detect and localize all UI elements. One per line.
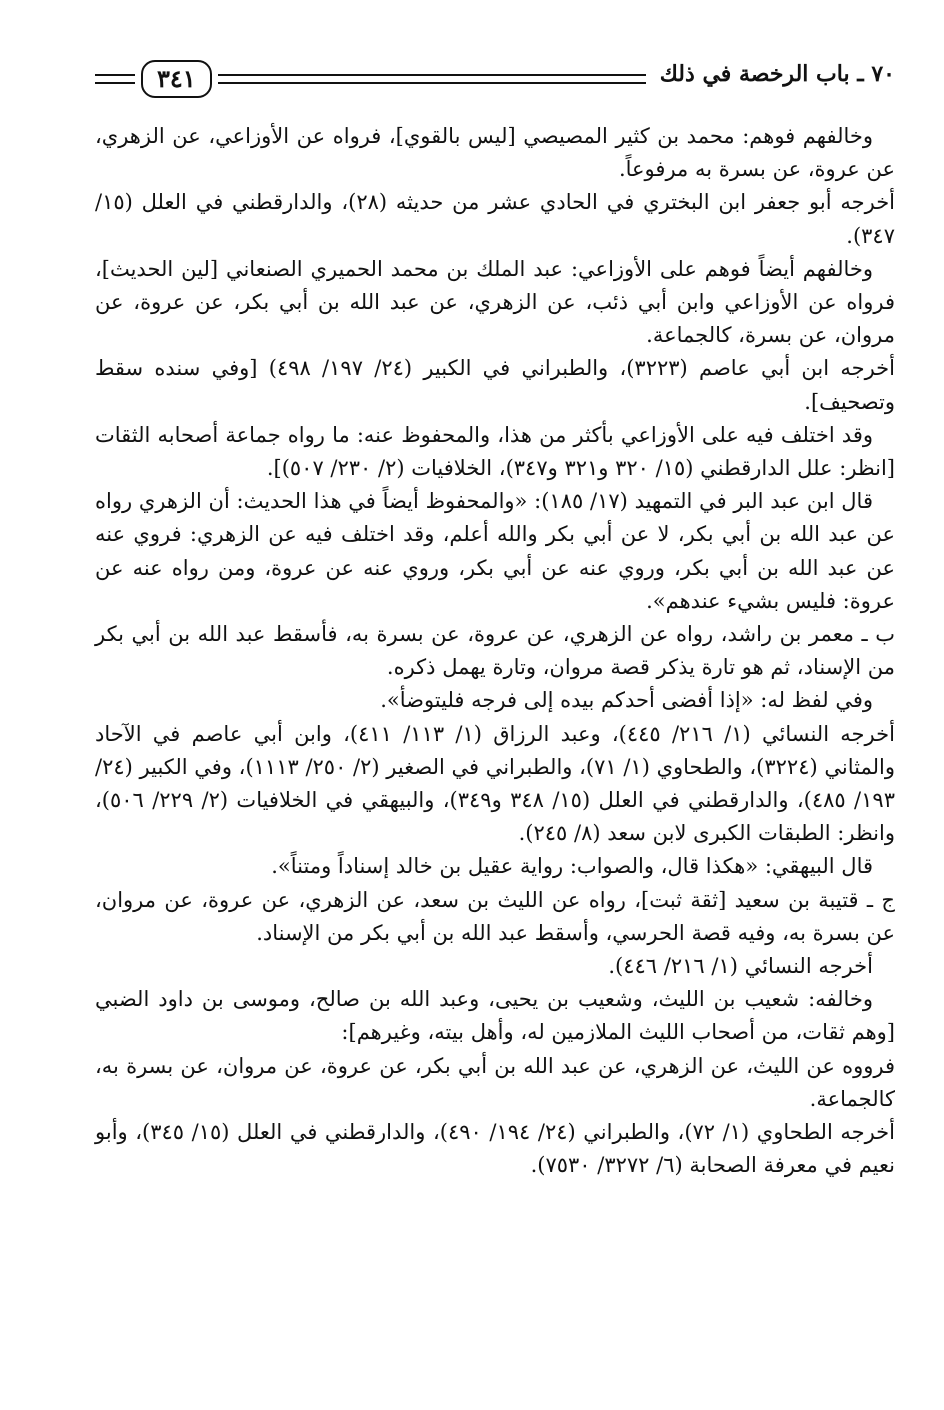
paragraph: قال ابن عبد البر في التمهيد (١٧/ ١٨٥): «والمحفوظ أيضاً في هذا الحديث: أن الزهري رواه عن عبد الله بن أبي بكر، لا عن أبي بكر والله أعلم، وقد اختلف فيه عن الزهري: فروي عنه عن عبد الله بن أبي بكر، وروي عنه عن أبي بكر، وروي عنه عن عروة، ومن رواه عنه عن عروة: فليس بشيء عندهم».	[95, 489, 895, 613]
chapter-title: ٧٠ ـ باب الرخصة في ذلك	[659, 61, 895, 87]
paragraph: وخالفهم فوهم: محمد بن كثير المصيصي [ليس بالقوي]، فرواه عن الأوزاعي، عن الزهري، عن عروة، عن بسرة به مرفوعاً.	[95, 124, 895, 182]
page	[95, 48, 895, 1183]
paragraph: وفي لفظ له: «إذا أفضى أحدكم بيده إلى فرجه فليتوضأ».	[380, 688, 873, 713]
page-number: ٣٤١	[141, 60, 212, 98]
paragraph: ج ـ قتيبة بن سعيد [ثقة ثبت]، رواه عن الليث بن سعد، عن الزهري، عن عروة، عن مروان، عن بسرة به، وفيه قصة الحرسي، وأسقط عبد الله بن أبي بكر من الإسناد.	[95, 887, 895, 945]
paragraph: أخرجه أبو جعفر ابن البختري في الحادي عشر من حديثه (٢٨)، والدارقطني في العلل (١٥/ ٣٤٧).	[95, 190, 896, 248]
paragraph: أخرجه النسائي (١/ ٢١٦/ ٤٤٦).	[608, 954, 873, 979]
paragraph: وخالفهم أيضاً فوهم على الأوزاعي: عبد الملك بن محمد الحميري الصنعاني [لين الحديث]، فرواه عن الأوزاعي وابن أبي ذئب، عن الزهري، عن عبد الله بن أبي بكر، عن عروة، عن مروان، عن بسرة، كالجماعة.	[95, 256, 895, 348]
running-header	[95, 48, 895, 100]
paragraph: أخرجه ابن أبي عاصم (٣٢٢٣)، والطبراني في الكبير (٢٤/ ١٩٧/ ٤٩٨) [وفي سنده سقط وتصحيف].	[95, 356, 895, 414]
paragraph: وقد اختلف فيه على الأوزاعي بأكثر من هذا، والمحفوظ عنه: ما رواه جماعة أصحابه الثقات [انظر: علل الدارقطني (١٥/ ٣٢٠ و٣٢١ و٣٤٧)، الخلافيات (٢/ ٢٣٠/ ٥٠٧)].	[95, 422, 895, 481]
header-rule	[218, 74, 646, 84]
paragraph: فرووه عن الليث، عن الزهري، عن عبد الله بن أبي بكر، عن عروة، عن مروان، عن بسرة به، كالجماعة.	[95, 1053, 895, 1111]
paragraph: أخرجه النسائي (١/ ٢١٦/ ٤٤٥)، وعبد الرزاق (١/ ١١٣/ ٤١١)، وابن أبي عاصم في الآحاد والمثاني (٣٢٢٤)، والطحاوي (١/ ٧١)، والطبراني في الصغير (٢/ ٢٥٠/ ١١١٣)، وفي الكبير (٢٤/ ١٩٣/ ٤٨٥)، والدارقطني في العلل (١٥/ ٣٤٨ و٣٤٩)، والبيهقي في الخلافيات (٢/ ٢٢٩/ ٥٠٦)، وانظر: الطبقات الكبرى لابن سعد (٨/ ٢٤٥).	[95, 721, 895, 846]
paragraph: ب ـ معمر بن راشد، رواه عن الزهري، عن عروة، عن بسرة به، فأسقط عبد الله بن أبي بكر من الإسناد، ثم هو تارة يذكر قصة مروان، وتارة يهمل ذكره.	[95, 622, 895, 680]
header-rule-end	[95, 74, 135, 84]
paragraph: أخرجه الطحاوي (١/ ٧٢)، والطبراني (٢٤/ ١٩٤/ ٤٩٠)، والدارقطني في العلل (١٥/ ٣٤٥)، وأبو نعيم في معرفة الصحابة (٦/ ٣٢٧٢/ ٧٥٣٠).	[95, 1120, 895, 1178]
paragraph: قال البيهقي: «هكذا قال، والصواب: رواية عقيل بن خالد إسناداً ومتناً».	[271, 854, 873, 879]
body-text	[95, 120, 895, 1183]
paragraph: وخالفه: شعيب بن الليث، وشعيب بن يحيى، وعبد الله بن صالح، وموسى بن داود الضبي [وهم ثقات، من أصحاب الليث الملازمين له، وأهل بيته، وغيرهم]:	[95, 987, 895, 1045]
